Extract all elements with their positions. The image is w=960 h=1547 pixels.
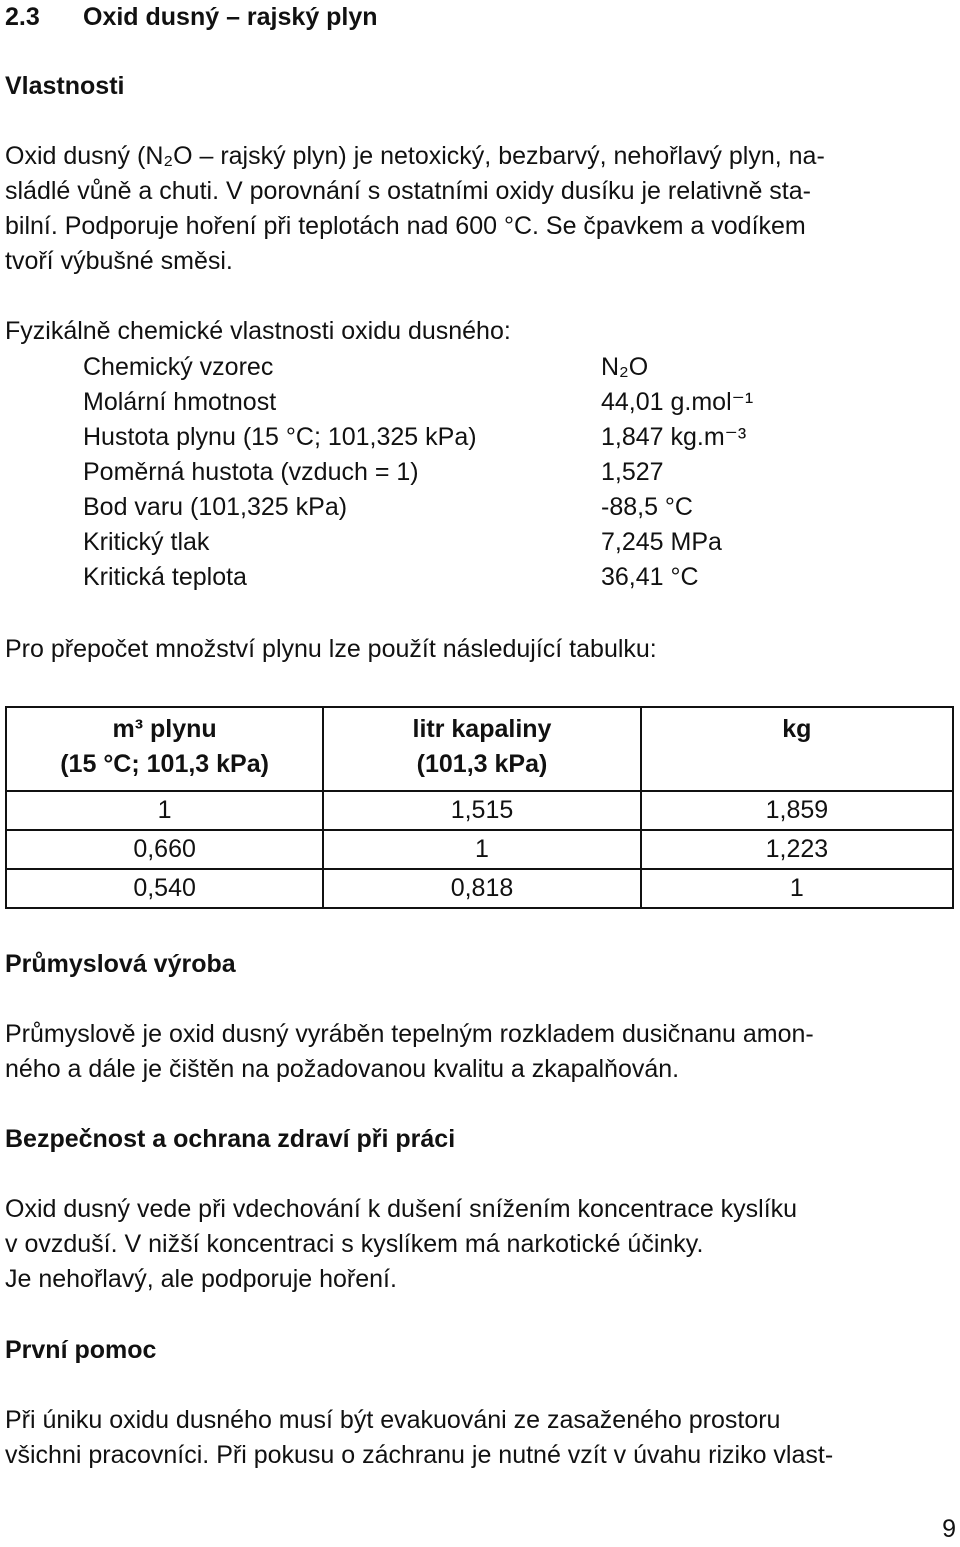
page-number: 9	[942, 1515, 956, 1543]
text-line: ného a dále je čištěn na požadovanou kvalitu a zkapalňován.	[5, 1055, 680, 1083]
conversion-table	[5, 706, 954, 909]
text-line: Průmyslově je oxid dusný vyráběn tepelným rozkladem dusičnanu amon-	[5, 1020, 814, 1048]
property-row	[83, 525, 783, 560]
text-line: tvoří výbušné směsi.	[5, 247, 233, 275]
text-line: sládlé vůně a chuti. V porovnání s ostatními oxidy dusíku je relativně sta-	[5, 177, 811, 205]
paragraph-prvni-pomoc	[5, 1403, 955, 1473]
property-row	[83, 385, 783, 420]
table-cell: 1	[6, 791, 323, 830]
heading-prvni-pomoc: První pomoc	[5, 1336, 157, 1364]
property-row	[83, 455, 783, 490]
table-header-row	[6, 707, 953, 791]
text-line: Při úniku oxidu dusného musí být evakuováni ze zasaženého prostoru	[5, 1406, 781, 1434]
property-row	[83, 490, 783, 525]
property-value: -88,5 °C	[601, 493, 693, 521]
property-label: Kritická teplota	[83, 563, 247, 591]
column-header	[6, 707, 323, 791]
text-line: bilní. Podporuje hoření při teplotách nad 600 °C. Se čpavkem a vodíkem	[5, 212, 806, 240]
table-cell: 1	[323, 830, 641, 869]
property-row	[83, 420, 783, 455]
column-header	[641, 707, 953, 791]
property-label: Kritický tlak	[83, 528, 210, 556]
property-row	[83, 350, 783, 385]
table-cell: 1	[641, 869, 953, 908]
paragraph-vlastnosti	[5, 139, 955, 279]
paragraph-vyroba	[5, 1017, 955, 1087]
property-label: Chemický vzorec	[83, 353, 274, 381]
property-value: 1,847 kg.m⁻³	[601, 423, 747, 451]
header-line: litr kapaliny	[412, 715, 552, 743]
table-row	[6, 791, 953, 830]
table-cell: 1,859	[641, 791, 953, 830]
paragraph-bezpecnost	[5, 1192, 955, 1297]
table-row	[6, 830, 953, 869]
property-value: N₂O	[601, 353, 649, 381]
property-label: Bod varu (101,325 kPa)	[83, 493, 348, 521]
column-header	[323, 707, 641, 791]
property-value: 7,245 MPa	[601, 528, 722, 556]
property-label: Hustota plynu (15 °C; 101,325 kPa)	[83, 423, 477, 451]
table-cell: 0,540	[6, 869, 323, 908]
section-title: Oxid dusný – rajský plyn	[83, 3, 378, 31]
heading-vyroba: Průmyslová výroba	[5, 950, 236, 978]
properties-list	[83, 350, 783, 595]
text-line: Oxid dusný vede při vdechování k dušení snížením koncentrace kyslíku	[5, 1195, 798, 1223]
property-value: 36,41 °C	[601, 563, 699, 591]
props-heading: Fyzikálně chemické vlastnosti oxidu dusného:	[5, 317, 511, 345]
text-line: všichni pracovníci. Při pokusu o záchranu je nutné vzít v úvahu riziko vlast-	[5, 1441, 834, 1469]
table-cell: 0,660	[6, 830, 323, 869]
property-label: Molární hmotnost	[83, 388, 277, 416]
section-heading	[5, 0, 378, 34]
header-line: (15 °C; 101,3 kPa)	[60, 750, 269, 778]
section-number: 2.3	[5, 3, 40, 31]
heading-bezpecnost: Bezpečnost a ochrana zdraví při práci	[5, 1125, 456, 1153]
header-line: (101,3 kPa)	[416, 750, 548, 778]
text-line: Oxid dusný (N₂O – rajský plyn) je netoxický, bezbarvý, nehořlavý plyn, na-	[5, 142, 825, 170]
table-cell: 1,223	[641, 830, 953, 869]
heading-vlastnosti: Vlastnosti	[5, 72, 125, 100]
property-value: 44,01 g.mol⁻¹	[601, 388, 754, 416]
property-row	[83, 560, 783, 595]
property-label: Poměrná hustota (vzduch = 1)	[83, 458, 419, 486]
header-line: kg	[782, 715, 812, 743]
header-line: m³ plynu	[112, 715, 217, 743]
table-cell: 0,818	[323, 869, 641, 908]
table-intro: Pro přepočet množství plynu lze použít následující tabulku:	[5, 635, 657, 663]
text-line: v ovzduší. V nižší koncentraci s kyslíkem má narkotické účinky.	[5, 1230, 704, 1258]
table-row	[6, 869, 953, 908]
property-value: 1,527	[601, 458, 664, 486]
text-line: Je nehořlavý, ale podporuje hoření.	[5, 1265, 397, 1293]
table-cell: 1,515	[323, 791, 641, 830]
